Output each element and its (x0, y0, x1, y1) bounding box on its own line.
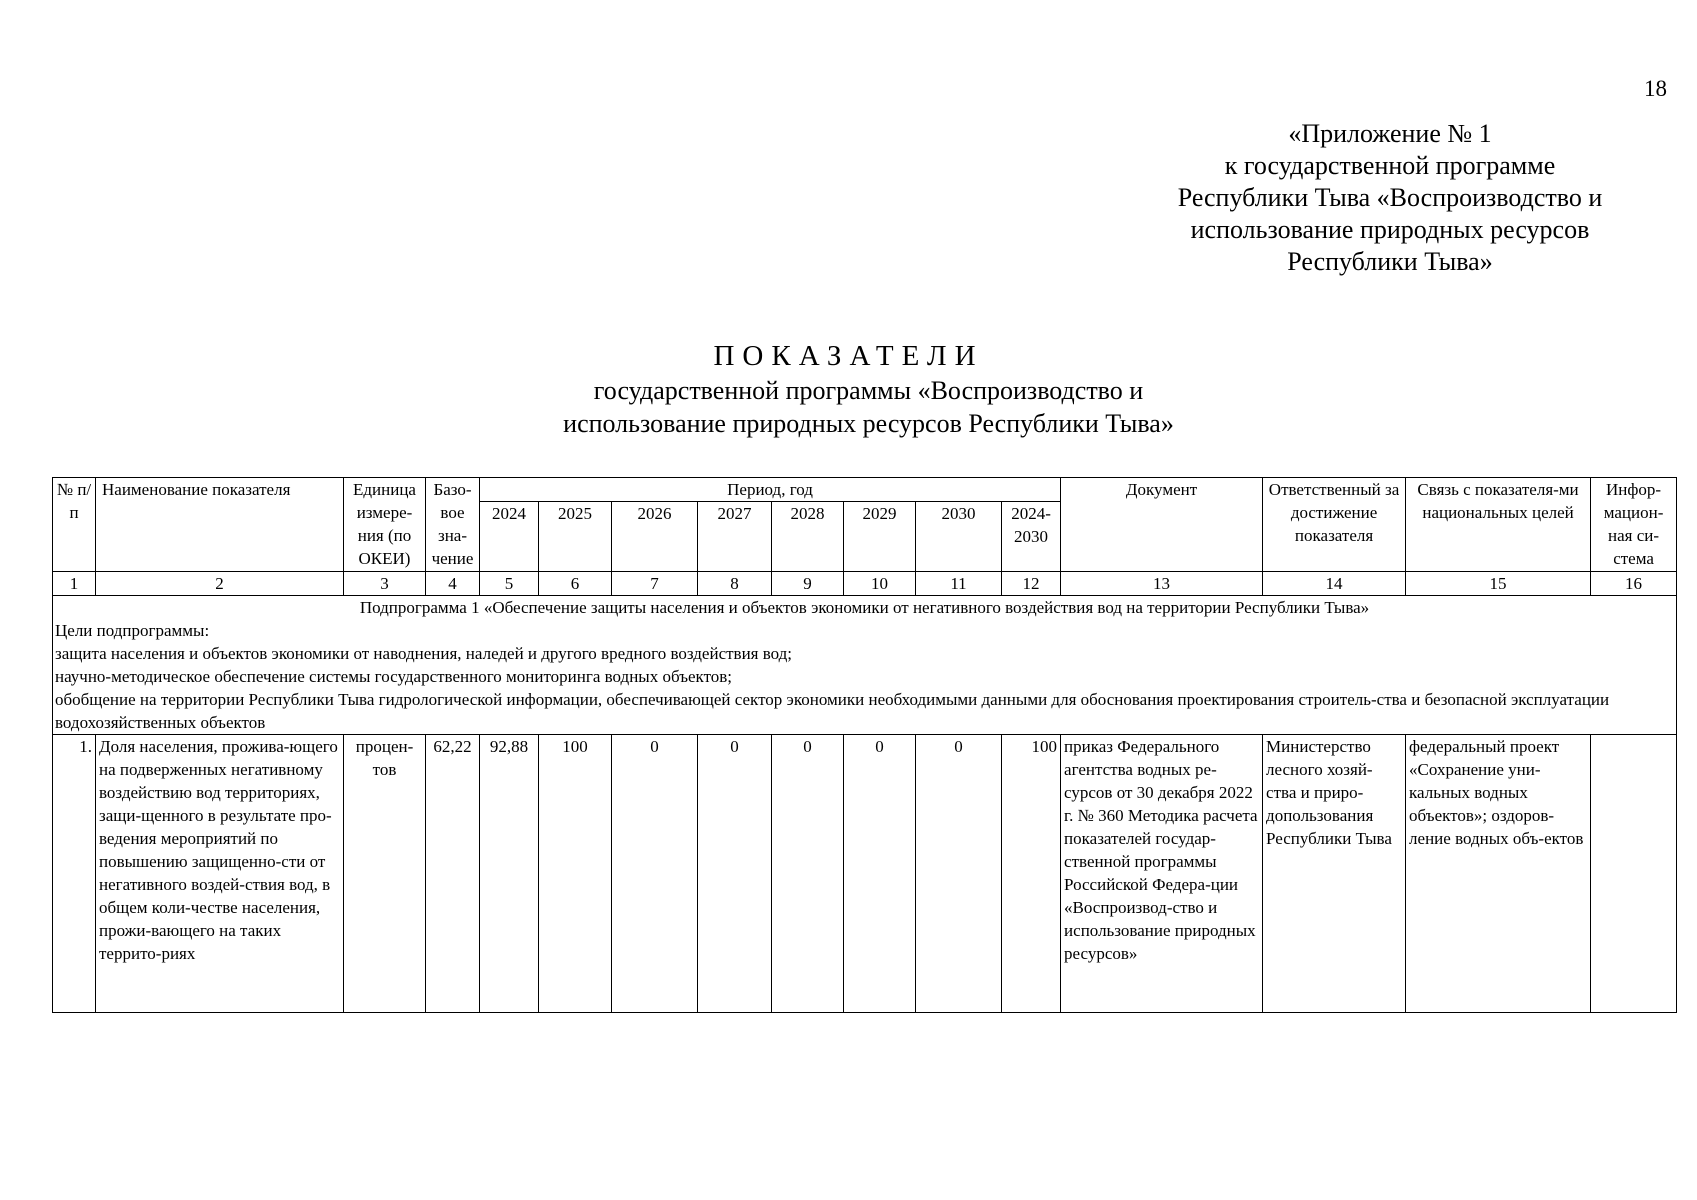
column-number: 14 (1263, 572, 1406, 596)
column-number: 6 (539, 572, 612, 596)
header-base: Базо-вое зна-чение (426, 478, 480, 572)
column-number: 15 (1406, 572, 1591, 596)
table-header-row (53, 478, 1677, 502)
header-year: 2027 (698, 502, 772, 572)
document-title (0, 338, 1697, 440)
appendix-line: «Приложение № 1 (1288, 119, 1492, 148)
header-unit: Единица измере-ния (по ОКЕИ) (344, 478, 426, 572)
page-number: 18 (1644, 76, 1667, 101)
header-year: 2025 (539, 502, 612, 572)
subprogram-cell (53, 596, 1677, 735)
column-number: 1 (53, 572, 96, 596)
row-num: 1. (53, 735, 96, 1013)
header-document: Документ (1061, 478, 1263, 572)
subprogram-row (53, 596, 1677, 735)
row-value: 0 (772, 735, 844, 1013)
header-year: 2026 (612, 502, 698, 572)
row-value: 92,88 (480, 735, 539, 1013)
column-number: 16 (1591, 572, 1677, 596)
appendix-line: использование природных ресурсов (1190, 215, 1590, 244)
column-number: 13 (1061, 572, 1263, 596)
title-subtitle-line: использование природных ресурсов Республики Тыва» (563, 409, 1174, 438)
row-value: 0 (844, 735, 916, 1013)
goal-item: научно-методическое обеспечение системы государственного мониторинга водных объектов; (55, 667, 733, 686)
subprogram-title: Подпрограмма 1 «Обеспечение защиты населения и объектов экономики от негативного воздействия вод на территории Республики Тыва» (359, 598, 1370, 617)
column-number: 9 (772, 572, 844, 596)
row-document: приказ Федерального агентства водных ре-сурсов от 30 декабря 2022 г. № 360 Методика расчета показателей государ-ственной программы Российской Федера-ции «Воспроизвод-ство и использование природных ресурсов» (1061, 735, 1263, 1013)
column-number: 2 (96, 572, 344, 596)
header-name: Наименование показателя (96, 478, 344, 572)
row-value: 0 (916, 735, 1002, 1013)
header-year: 2024 (480, 502, 539, 572)
column-number: 10 (844, 572, 916, 596)
goals-heading: Цели подпрограммы: (55, 621, 210, 640)
header-year-total: 2024-2030 (1002, 502, 1061, 572)
row-base: 62,22 (426, 735, 480, 1013)
column-number: 8 (698, 572, 772, 596)
column-number: 5 (480, 572, 539, 596)
appendix-line: к государственной программе (1224, 151, 1556, 180)
goal-item: обобщение на территории Республики Тыва гидрологической информации, обеспечивающей сектор экономики необходимыми данными для обоснования проектирования строитель-ства и безопасной эксплуатации водохозяйственных объектов (55, 690, 1610, 732)
row-value: 0 (698, 735, 772, 1013)
row-link: федеральный проект «Сохранение уни-кальных водных объектов»; оздоров-ление водных объ-ектов (1406, 735, 1591, 1013)
goal-item: защита населения и объектов экономики от наводнения, наледей и другого вредного воздействия вод; (55, 644, 793, 663)
column-number: 4 (426, 572, 480, 596)
appendix-header (1150, 118, 1630, 278)
appendix-line: Республики Тыва» (1287, 247, 1493, 276)
title-main: ПОКАЗАТЕЛИ (713, 340, 984, 372)
appendix-line: Республики Тыва «Воспроизводство и (1177, 183, 1603, 212)
header-responsible: Ответственный за достижение показателя (1263, 478, 1406, 572)
row-unit: процен-тов (344, 735, 426, 1013)
row-info-system (1591, 735, 1677, 1013)
column-numbers-row (53, 572, 1677, 596)
column-number: 11 (916, 572, 1002, 596)
header-year: 2029 (844, 502, 916, 572)
column-number: 3 (344, 572, 426, 596)
indicators-table (52, 477, 1677, 1013)
row-responsible: Министерство лесного хозяй-ства и приро-допользования Республики Тыва (1263, 735, 1406, 1013)
header-period: Период, год (480, 478, 1061, 502)
header-num: № п/п (53, 478, 96, 572)
table-row (53, 735, 1677, 1013)
header-info-system: Инфор-мацион-ная си-стема (1591, 478, 1677, 572)
header-year: 2028 (772, 502, 844, 572)
row-value: 0 (612, 735, 698, 1013)
column-number: 12 (1002, 572, 1061, 596)
column-number: 7 (612, 572, 698, 596)
title-subtitle-line: государственной программы «Воспроизводство и (593, 376, 1144, 405)
row-name: Доля населения, прожива-ющего на подверженных негативному воздействию вод территориях, защи-щенного в результате про-ведения мероприятий по повышению защищенно-сти от негативного воздей-ствия вод, в общем коли-честве населения, прожи-вающего на таких террито-риях (96, 735, 344, 1013)
row-value: 100 (539, 735, 612, 1013)
header-year: 2030 (916, 502, 1002, 572)
row-value-total: 100 (1002, 735, 1061, 1013)
header-link: Связь с показателя-ми национальных целей (1406, 478, 1591, 572)
